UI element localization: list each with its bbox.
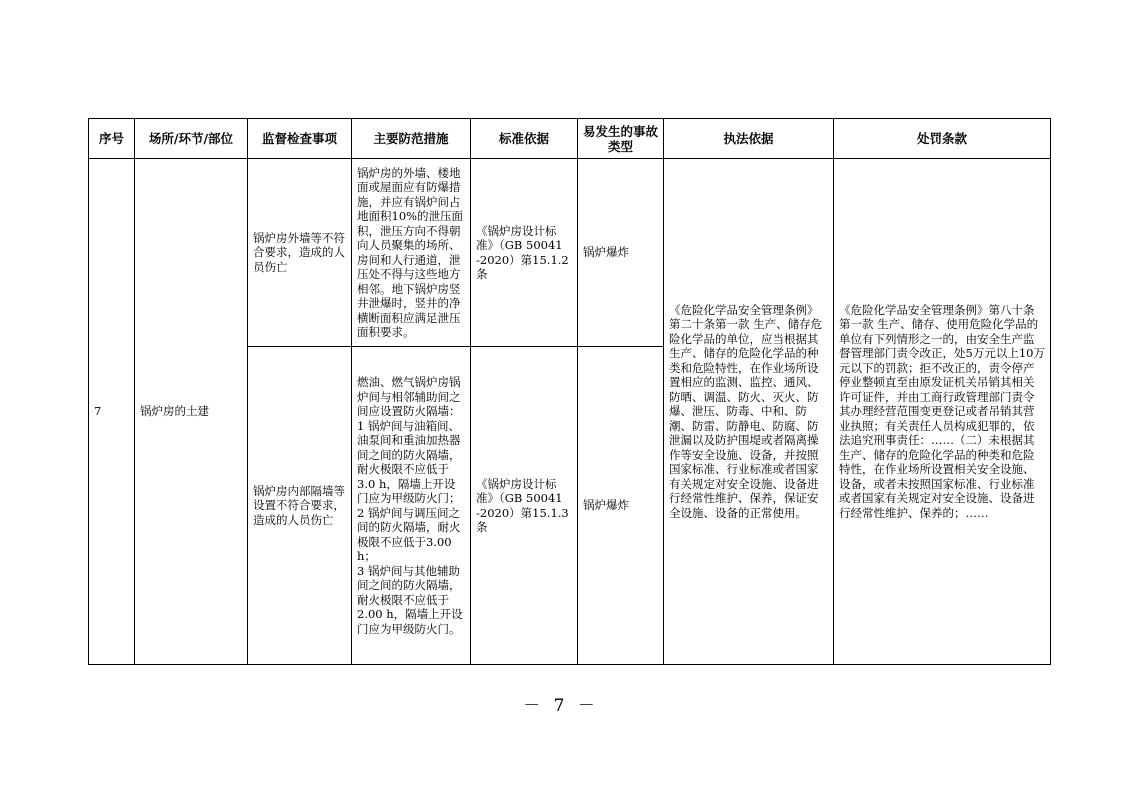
legal-basis-text: 《危险化学品安全管理条例》第二十条第一款 生产、储存危险化学品的单位，应当根据其生产、储存的危险化学品的种类和危险特性，在作业场所设置相应的监测、监控、通风、防晒、调温、防火、灭火、防爆、泄压、防毒、中和、防潮、防雷、防静电、防腐、防泄漏以及防护围堤或者隔离操作等安全设施、设备，并按照国家标准、行业标准或者国家有关规定对安全设施、设备进行经常性维护、保养，保证安全设施、设备的正常使用。 [669,302,823,520]
standard-item-2 [471,347,578,665]
standard-item-1-text: 《锅炉房设计标准》（GB 50041 -2020）第15.1.2条 [476,223,569,281]
standard-item-2-text: 《锅炉房设计标准》（GB 50041 -2020）第15.1.3条 [476,476,569,534]
header-standard: 标准依据 [471,119,578,159]
standard-item-1 [471,159,578,347]
table-row [89,159,1051,347]
inspection-item-2-text: 锅炉房内部隔墙等设置不符合要求，造成的人员伤亡 [253,483,345,527]
measures-item-2-text: 燃油、燃气锅炉房锅炉间与相邻辅助间之间应设置防火隔墙： 1 锅炉间与油箱间、油泵间和重油加热器间之间的防火隔墙，耐火极限不应低于3.0 h，隔墙上开设门应为甲级防火门； 2 锅炉间与调压间之间的防火隔墙，耐火极限不应低于3.00 h； 3 锅炉间与其他辅助间之间的防火隔墙，耐火极限不应低于2.00 h，隔墙上开设门应为甲级防火门。 [357,375,463,636]
regulation-table [88,118,1051,665]
regulation-table-container [88,118,1050,665]
accident-item-2: 锅炉爆炸 [578,347,664,665]
penalty-cell [834,159,1051,665]
accident-item-1: 锅炉爆炸 [578,159,664,347]
header-legal-basis: 执法依据 [664,119,834,159]
table-header-row [89,119,1051,159]
inspection-item-1 [248,159,352,347]
header-accident-type: 易发生的事故类型 [578,119,664,159]
header-penalty: 处罚条款 [834,119,1051,159]
measures-item-2 [352,347,471,665]
measures-item-1-text: 锅炉房的外墙、楼地面或屋面应有防爆措施，并应有锅炉间占地面积10%的泄压面积，泄压方向不得朝向人员聚集的场所、房间和人行通道，泄压处不得与这些地方相邻。地下锅炉房竖井泄爆时，竖井的净横断面积应满足泄压面积要求。 [357,165,464,339]
page-number: － 7 － [523,696,599,716]
inspection-item-2 [248,347,352,665]
header-inspection: 监督检查事项 [248,119,352,159]
row-index: 7 [89,159,135,665]
legal-basis-cell [664,159,834,665]
row-location: 锅炉房的土建 [135,159,248,665]
header-location: 场所/环节/部位 [135,119,248,159]
inspection-item-1-text: 锅炉房外墙等不符合要求，造成的人员伤亡 [253,230,345,274]
header-measures: 主要防范措施 [352,119,471,159]
header-index: 序号 [89,119,135,159]
measures-item-1 [352,159,471,347]
penalty-text: 《危险化学品安全管理条例》第八十条第一款 生产、储存、使用危险化学品的单位有下列情形之一的，由安全生产监督管理部门责令改正，处5万元以上10万元以下的罚款；拒不改正的，责令停产停业整顿直至由原发证机关吊销其相关许可证件，并由工商行政管理部门责令其办理经营范围变更登记或者吊销其营业执照；有关责任人员构成犯罪的，依法追究刑事责任：……（二）未根据其生产、储存的危险化学品的种类和危险特性，在作业场所设置相关安全设施、设备，或者未按照国家标准、行业标准或者国家有关规定对安全设施、设备进行经常性维护、保养的；…… [839,302,1045,520]
